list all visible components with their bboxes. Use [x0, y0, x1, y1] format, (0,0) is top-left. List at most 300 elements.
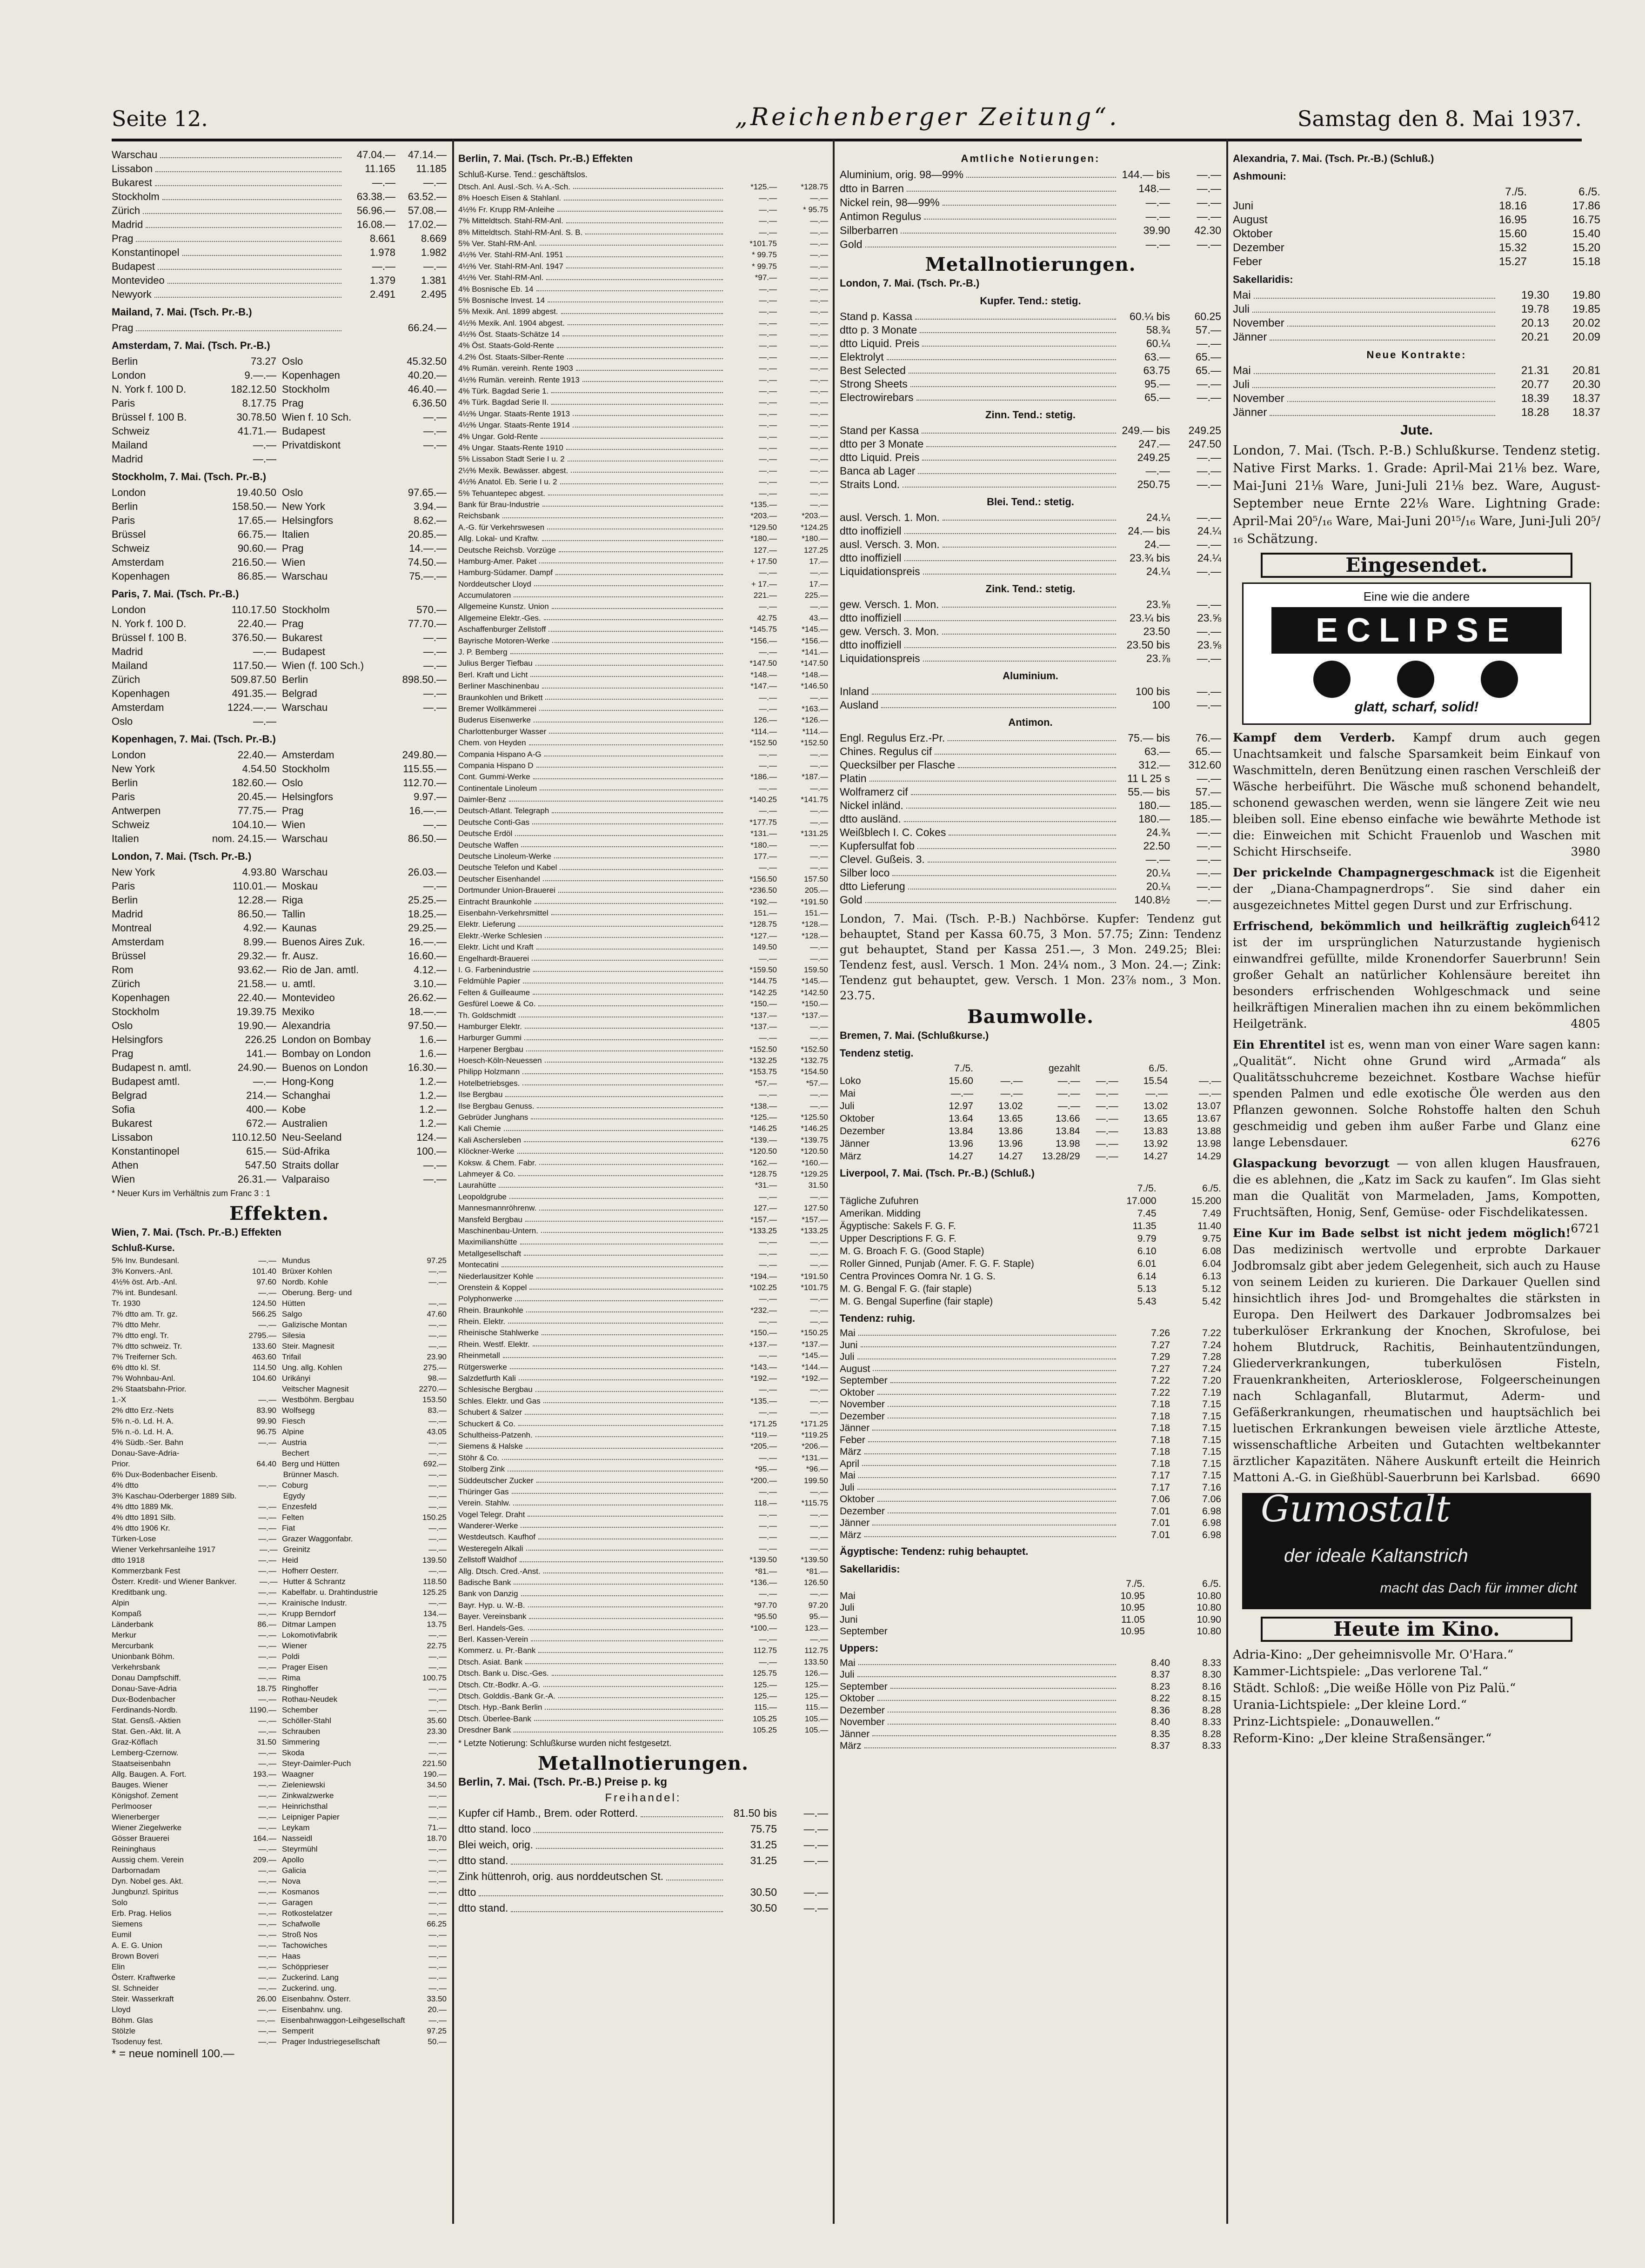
row-label: Ringhoffer — [282, 1684, 319, 1693]
row-value: —.— — [1197, 826, 1221, 838]
row-value: 8.669 — [421, 233, 447, 244]
dot-leader — [557, 204, 723, 212]
row-label: Dezember — [1233, 241, 1284, 254]
row-label: Brüssel f. 100 B. — [112, 411, 187, 423]
cotton-table — [840, 1657, 1221, 1752]
row-value: 7.15 — [1202, 1423, 1221, 1433]
table-row — [1233, 199, 1600, 213]
securities-table — [458, 181, 828, 1736]
row-value: 50.— — [428, 2037, 447, 2046]
table-row — [840, 310, 1221, 323]
row-label: Garagen — [282, 1898, 313, 1907]
row-value: 105.— — [804, 1726, 828, 1735]
table-row — [458, 794, 828, 805]
row-label: Wanderer-Werke — [458, 1521, 518, 1531]
row-value: —.— — [1197, 465, 1221, 477]
row-value: —.— — [1197, 391, 1221, 403]
table-row — [458, 1112, 828, 1123]
row-label: London on Bombay — [282, 1034, 371, 1045]
row-value: 86.— — [257, 1620, 277, 1629]
row-value: 8.17.75 — [242, 397, 277, 409]
row-value: —.— — [810, 1249, 828, 1258]
row-value: 672.— — [246, 1117, 277, 1129]
row-value: 19.85 — [1572, 303, 1600, 315]
row-value: 13.65 — [1143, 1113, 1168, 1124]
dot-leader — [532, 817, 723, 824]
row-value: 15.200 — [1191, 1196, 1221, 1206]
row-label: Reichsbank — [458, 511, 500, 521]
row-value: 400.— — [246, 1104, 277, 1115]
table-row — [112, 673, 447, 687]
row-value: —.— — [810, 239, 828, 248]
row-value: 23.90 — [427, 1352, 447, 1361]
dot-leader — [510, 1362, 723, 1369]
row-label: dtto — [458, 1886, 476, 1898]
table-row — [112, 818, 447, 832]
table-row — [458, 522, 828, 533]
row-label: Leopoldgrube — [458, 1192, 507, 1201]
table-row — [112, 1480, 447, 1491]
dot-leader — [920, 323, 1116, 333]
row-label: dtto inoffiziell — [840, 525, 902, 537]
row-label: Klöckner-Werke — [458, 1147, 515, 1156]
row-label: Feber — [840, 1434, 865, 1445]
row-value: 18.75 — [256, 1684, 277, 1693]
row-label: Nordb. Kohle — [282, 1278, 328, 1286]
cinema-listing: Kammer-Lichtspiele: „Das verlorene Tal.“ — [1233, 1665, 1489, 1679]
table-row — [840, 1728, 1221, 1740]
row-label: Jänner — [840, 1423, 870, 1433]
table-row — [112, 218, 447, 232]
row-label: Zieleniewski — [282, 1780, 325, 1789]
dot-leader — [872, 1728, 1116, 1737]
row-value: —.— — [1197, 840, 1221, 852]
table-row — [112, 410, 447, 424]
table-row — [840, 1258, 1221, 1270]
row-label: Kopenhagen — [112, 688, 170, 699]
table-row — [112, 1640, 447, 1651]
row-value: 97.25 — [427, 1256, 447, 1265]
dot-leader — [526, 1305, 723, 1312]
table-row — [458, 669, 828, 681]
row-label: Prag — [282, 618, 304, 629]
row-label: Buderus Eisenwerke — [458, 716, 531, 725]
row-value: 125.— — [804, 1691, 828, 1700]
table-row — [458, 964, 828, 976]
row-value: 12.28.— — [237, 894, 277, 906]
row-value: 151.— — [804, 909, 828, 917]
row-label: Semperit — [282, 2027, 314, 2035]
row-label: Amerikan. Midding — [840, 1208, 921, 1219]
row-value: *101.75 — [749, 239, 777, 248]
dot-leader — [518, 1418, 723, 1426]
row-value: —.— — [810, 250, 828, 260]
row-label: Dortmunder Union-Brauerei — [458, 886, 555, 895]
row-value: —.— — [258, 2037, 277, 2046]
dot-leader — [513, 1498, 723, 1505]
row-label: Allg. Dtsch. Cred.-Anst. — [458, 1566, 541, 1576]
row-label: Mailand — [112, 660, 148, 671]
row-value: 9.—.— — [244, 369, 277, 381]
row-label: Deutsche Telefon und Kabel — [458, 863, 557, 872]
table-row — [458, 1623, 828, 1634]
dot-leader — [567, 352, 723, 359]
row-label: Berlin — [112, 501, 138, 512]
table-row — [112, 1919, 447, 1929]
table-row — [840, 1657, 1221, 1669]
row-value: —.— — [759, 806, 777, 816]
row-label: Deutscher Eisenhandel — [458, 874, 540, 883]
row-label: 7% Wohnbau-Anl. — [112, 1374, 175, 1383]
row-label: Fiesch — [282, 1417, 306, 1425]
row-value: —.— — [428, 1877, 447, 1886]
row-value: —.— — [759, 432, 777, 441]
row-label: Jänner — [1233, 331, 1267, 343]
dot-leader — [582, 375, 723, 382]
row-label: Prag — [282, 805, 304, 816]
row-value: —.— — [428, 1631, 447, 1639]
row-label: Schanghai — [282, 1090, 330, 1101]
table-row — [112, 1491, 447, 1501]
table-row — [840, 1590, 1221, 1602]
cotton-table — [840, 1578, 1221, 1638]
row-label: Simmering — [282, 1738, 320, 1746]
row-label: Kommerzbank Fest — [112, 1566, 181, 1575]
row-value: —.— — [810, 840, 828, 850]
row-value: *120.50 — [749, 1147, 777, 1156]
row-label: 4½% öst. Arb.-Anl. — [112, 1278, 177, 1286]
table-row — [1233, 302, 1600, 316]
row-value: —.— — [1197, 238, 1221, 250]
table-row — [458, 1248, 828, 1259]
row-value: 6.10 — [1137, 1246, 1157, 1257]
row-value: 20.45.— — [237, 791, 277, 803]
row-label: N. York f. 100 D. — [112, 618, 187, 629]
row-value: *141.— — [802, 648, 828, 657]
row-value: *156.— — [750, 636, 777, 645]
ad-slogan: macht das Dach für immer dicht — [1380, 1580, 1577, 1596]
dot-leader — [525, 1214, 723, 1222]
table-row — [840, 364, 1221, 377]
row-label: Staatseisenbahn — [112, 1759, 171, 1768]
row-value: 8.15 — [1202, 1693, 1221, 1704]
row-label: Mannesmannröhrenw. — [458, 1204, 537, 1213]
dot-leader — [535, 1384, 723, 1392]
row-label: Gesfürel Loewe & Co. — [458, 999, 536, 1009]
row-value: 182.12.50 — [231, 383, 277, 395]
row-value: —.— — [423, 632, 447, 643]
row-label: Hamburg-Südamer. Dampf — [458, 568, 553, 577]
table-row — [112, 1469, 447, 1480]
row-value: 15.54 — [1143, 1076, 1168, 1086]
dot-leader — [525, 1407, 723, 1414]
table-row — [112, 1994, 447, 2004]
row-label: Lemberg-Czernow. — [112, 1748, 179, 1757]
row-label: Buenos on London — [282, 1062, 368, 1073]
row-value: 114.50 — [253, 1363, 277, 1372]
row-value: 13.98 — [1056, 1138, 1080, 1149]
row-value: —.— — [759, 375, 777, 384]
dot-leader — [555, 567, 723, 575]
row-value: —.— — [423, 439, 447, 451]
dot-leader — [922, 451, 1116, 461]
row-value: —.— — [258, 1513, 277, 1522]
row-value: 6.13 — [1202, 1271, 1221, 1282]
row-label: 4% dtto — [112, 1481, 139, 1490]
row-label: Philipp Holzmann — [458, 1067, 520, 1077]
dot-leader — [536, 1271, 723, 1278]
row-value: 24.¼ — [1146, 511, 1170, 523]
row-label: Banca ab Lager — [840, 465, 916, 477]
dot-leader — [509, 794, 723, 802]
table-row — [458, 862, 828, 873]
row-value: —.— — [759, 1090, 777, 1099]
section-heading: Bremen, 7. Mai. (Schlußkurse.) — [840, 1030, 989, 1041]
row-value: 39.90 — [1143, 224, 1170, 236]
row-label: Budapest — [282, 646, 325, 657]
table-row — [458, 442, 828, 454]
row-value: —.— — [759, 443, 777, 452]
row-value: 7.17 — [1151, 1482, 1170, 1493]
row-label: 7% dtto am. Tr. gz. — [112, 1310, 178, 1318]
row-value: *192.— — [750, 1374, 777, 1383]
row-value: —.— — [810, 1294, 828, 1304]
row-label: New York — [112, 866, 155, 878]
column-3 — [840, 148, 1221, 1752]
section-heading: Liverpool, 7. Mai. (Tsch. Pr.-B.) (Schluß.) — [840, 1167, 1035, 1179]
row-value: —.— — [258, 1599, 277, 1607]
row-value: 126.— — [804, 1669, 828, 1678]
row-label: Süd-Afrika — [282, 1145, 330, 1157]
row-label: Österr. Kredit- und Wiener Bankver. — [112, 1577, 237, 1586]
row-label: Silber loco — [840, 867, 890, 879]
table-row — [458, 930, 828, 942]
table-row — [840, 1614, 1221, 1626]
row-label: Dezember — [840, 1505, 885, 1517]
row-value: —.— — [428, 1962, 447, 1971]
table-row — [458, 1475, 828, 1486]
row-label: Eisenbahnv. ung. — [282, 2005, 343, 2014]
row-value: —.— — [1197, 182, 1221, 194]
row-value: 24.¼ — [1197, 552, 1221, 564]
row-label: Nasseidl — [282, 1834, 313, 1843]
row-label: Hütten — [282, 1299, 306, 1308]
row-label: Schafwolle — [282, 1920, 321, 1928]
table-row — [112, 246, 447, 260]
row-value: 13.65 — [998, 1113, 1023, 1124]
section-subheading: Tendenz: ruhig. — [840, 1312, 916, 1324]
row-label: J. P. Bemberg — [458, 648, 508, 657]
table-row — [1233, 392, 1600, 406]
table-row — [112, 1705, 447, 1715]
row-value: 2795.— — [248, 1331, 277, 1340]
table-row — [112, 1394, 447, 1405]
table-row — [112, 1384, 447, 1394]
dot-leader — [877, 1387, 1116, 1395]
row-value: *139.— — [750, 1135, 777, 1144]
rates-table — [112, 355, 447, 466]
row-value: 13.84 — [949, 1126, 973, 1137]
row-label: Amsterdam — [112, 556, 164, 568]
dot-leader — [528, 1509, 723, 1517]
row-value: 57.— — [1196, 786, 1221, 798]
table-row — [1233, 406, 1600, 420]
row-value: 34.50 — [427, 1780, 447, 1789]
table-row — [112, 715, 447, 729]
row-value: *153.75 — [749, 1067, 777, 1077]
table-row — [840, 167, 1221, 181]
row-value: 20.81 — [1572, 364, 1600, 377]
dot-leader — [536, 284, 723, 291]
row-value: —.— — [428, 1813, 447, 1821]
row-value: 376.50.— — [232, 632, 277, 643]
ad-body: ist der im ursprünglichen Naturzustande hygienisch einwandfrei gefüllte, milde Kronendorfer Sauerbrunn! Sein großer Gehalt an natürlicher Kohlensäure bereitet ihn besonders erfrischenden Wohlgeschmack und seine heilkräftigen Mineralien machen ihn zu einem bekömmlichen Heilgetränk. — [1233, 936, 1600, 1030]
row-value: 124.50 — [252, 1299, 277, 1308]
cinema-listing: Städt. Schloß: „Die weiße Hölle von Piz Palü.“ — [1233, 1681, 1516, 1695]
row-value: 124.— — [416, 1131, 447, 1143]
dot-leader — [881, 698, 1116, 708]
row-value: 8.40 — [1151, 1657, 1170, 1668]
row-value: —.— — [423, 660, 447, 671]
row-label: Dresdner Bank — [458, 1726, 511, 1735]
row-value: 1.982 — [421, 247, 447, 258]
row-label: Ferdinands-Nordb. — [112, 1706, 178, 1714]
table-row — [840, 1295, 1221, 1308]
row-value: 100 — [1152, 699, 1170, 711]
row-value: 95.— — [1144, 378, 1170, 390]
row-label: Warschau — [112, 149, 158, 161]
table-row — [112, 1501, 447, 1512]
table-row — [112, 1566, 447, 1576]
dot-leader — [160, 148, 341, 158]
row-value: —.— — [1197, 337, 1221, 349]
row-value: —.— — [759, 352, 777, 361]
row-value — [726, 1868, 777, 1884]
row-value: 7.19 — [1202, 1387, 1221, 1398]
row-value: —.— — [759, 284, 777, 294]
row-label: Engl. Regulus Erz.-Pr. — [840, 732, 945, 744]
table-row — [458, 1271, 828, 1282]
row-value: 29.25.— — [408, 922, 447, 934]
exchange-rates-top — [112, 148, 447, 301]
dot-leader — [539, 556, 723, 563]
row-value: 13.96 — [998, 1138, 1023, 1149]
row-value: 66.24.— — [408, 322, 447, 334]
row-label: Paris — [112, 880, 135, 892]
row-value: *136.— — [750, 1578, 777, 1587]
row-value: *96.— — [806, 1465, 828, 1474]
table-row — [458, 465, 828, 476]
row-label: Trifail — [282, 1352, 301, 1361]
row-label: 4% Südb.-Ser. Bahn — [112, 1438, 184, 1447]
dot-leader — [146, 218, 341, 228]
row-label: ausl. Versch. 3. Mon. — [840, 538, 940, 550]
row-value: *141.75 — [801, 795, 828, 804]
table-row — [458, 636, 828, 647]
row-value: 185.— — [1190, 799, 1221, 811]
row-value: 7.16 — [1202, 1482, 1221, 1493]
dot-leader — [552, 805, 723, 813]
dot-leader — [858, 1327, 1116, 1336]
row-value: —.— — [258, 1695, 277, 1704]
advertisement-text — [1233, 729, 1600, 860]
table-row — [840, 1100, 1221, 1112]
row-label: Rhein. Westf. Elektr. — [458, 1339, 530, 1349]
table-row — [112, 2015, 447, 2026]
row-label: dtto inoffiziell — [840, 612, 902, 624]
row-value: *135.— — [750, 500, 777, 509]
table-row — [458, 1010, 828, 1021]
row-label: Brünner Masch. — [283, 1470, 339, 1479]
table-row — [458, 1282, 828, 1293]
row-label: 3% Kaschau-Oderberger 1889 Silb. — [112, 1492, 237, 1500]
row-value: 1.2.— — [419, 1104, 447, 1115]
row-value: 7.06 — [1151, 1494, 1170, 1505]
row-value: 8.99.— — [243, 936, 277, 948]
table-row — [112, 321, 447, 335]
table-row — [112, 645, 447, 659]
row-value: 7.17 — [1151, 1470, 1170, 1481]
row-value: 15.20 — [1572, 241, 1600, 254]
table-row — [112, 1951, 447, 1961]
row-value: 6.14 — [1137, 1271, 1157, 1282]
row-label: Jänner — [840, 1518, 870, 1528]
row-value: 11 L 25 s — [1127, 772, 1170, 784]
row-label: Krupp Berndorf — [282, 1609, 336, 1618]
dot-leader — [524, 1248, 723, 1256]
row-label: August — [1233, 214, 1268, 226]
table-row — [840, 1182, 1221, 1195]
row-label: Mai — [1233, 289, 1251, 301]
row-value: 205.— — [804, 886, 828, 895]
row-label: Prag — [112, 1048, 134, 1059]
row-label: Brüxer Kohlen — [282, 1267, 332, 1276]
row-label: Nickel rein, 98—99% — [840, 196, 940, 208]
row-value: 77.70.— — [408, 618, 447, 629]
row-label: Berlin — [112, 894, 138, 906]
row-label: Elin — [112, 1962, 125, 1971]
table-row — [458, 1821, 828, 1837]
row-label: Böhm. Glas — [112, 2016, 153, 2025]
table-row — [112, 1630, 447, 1640]
dot-leader — [573, 181, 723, 189]
row-label: Dtsch. Überlee-Bank — [458, 1714, 531, 1723]
row-value: —.— — [759, 783, 777, 793]
row-label: Silesia — [282, 1331, 306, 1340]
dot-leader — [909, 364, 1116, 374]
row-value: 199.50 — [804, 1476, 828, 1485]
table-row — [458, 749, 828, 760]
table-row — [840, 866, 1221, 880]
table-row — [840, 1517, 1221, 1529]
dot-leader — [508, 1316, 723, 1324]
row-label: Kupfer cif Hamb., Brem. oder Rotterd. — [458, 1806, 638, 1819]
table-row — [840, 223, 1221, 237]
row-label: Hofherr Oesterr. — [282, 1566, 339, 1575]
row-label: Strong Sheets — [840, 378, 908, 390]
row-value: —.— — [803, 1838, 828, 1851]
dot-leader — [509, 1191, 723, 1199]
table-row — [112, 1683, 447, 1694]
row-label: 4½% Rumän. vereinh. Rente 1913 — [458, 375, 580, 384]
table-row — [458, 1634, 828, 1645]
row-value: 1.2.— — [419, 1117, 447, 1129]
table-row — [840, 478, 1221, 491]
dot-leader — [857, 1351, 1116, 1359]
row-value: 8.33 — [1202, 1740, 1221, 1751]
table-row — [458, 613, 828, 624]
table-row — [458, 1600, 828, 1611]
